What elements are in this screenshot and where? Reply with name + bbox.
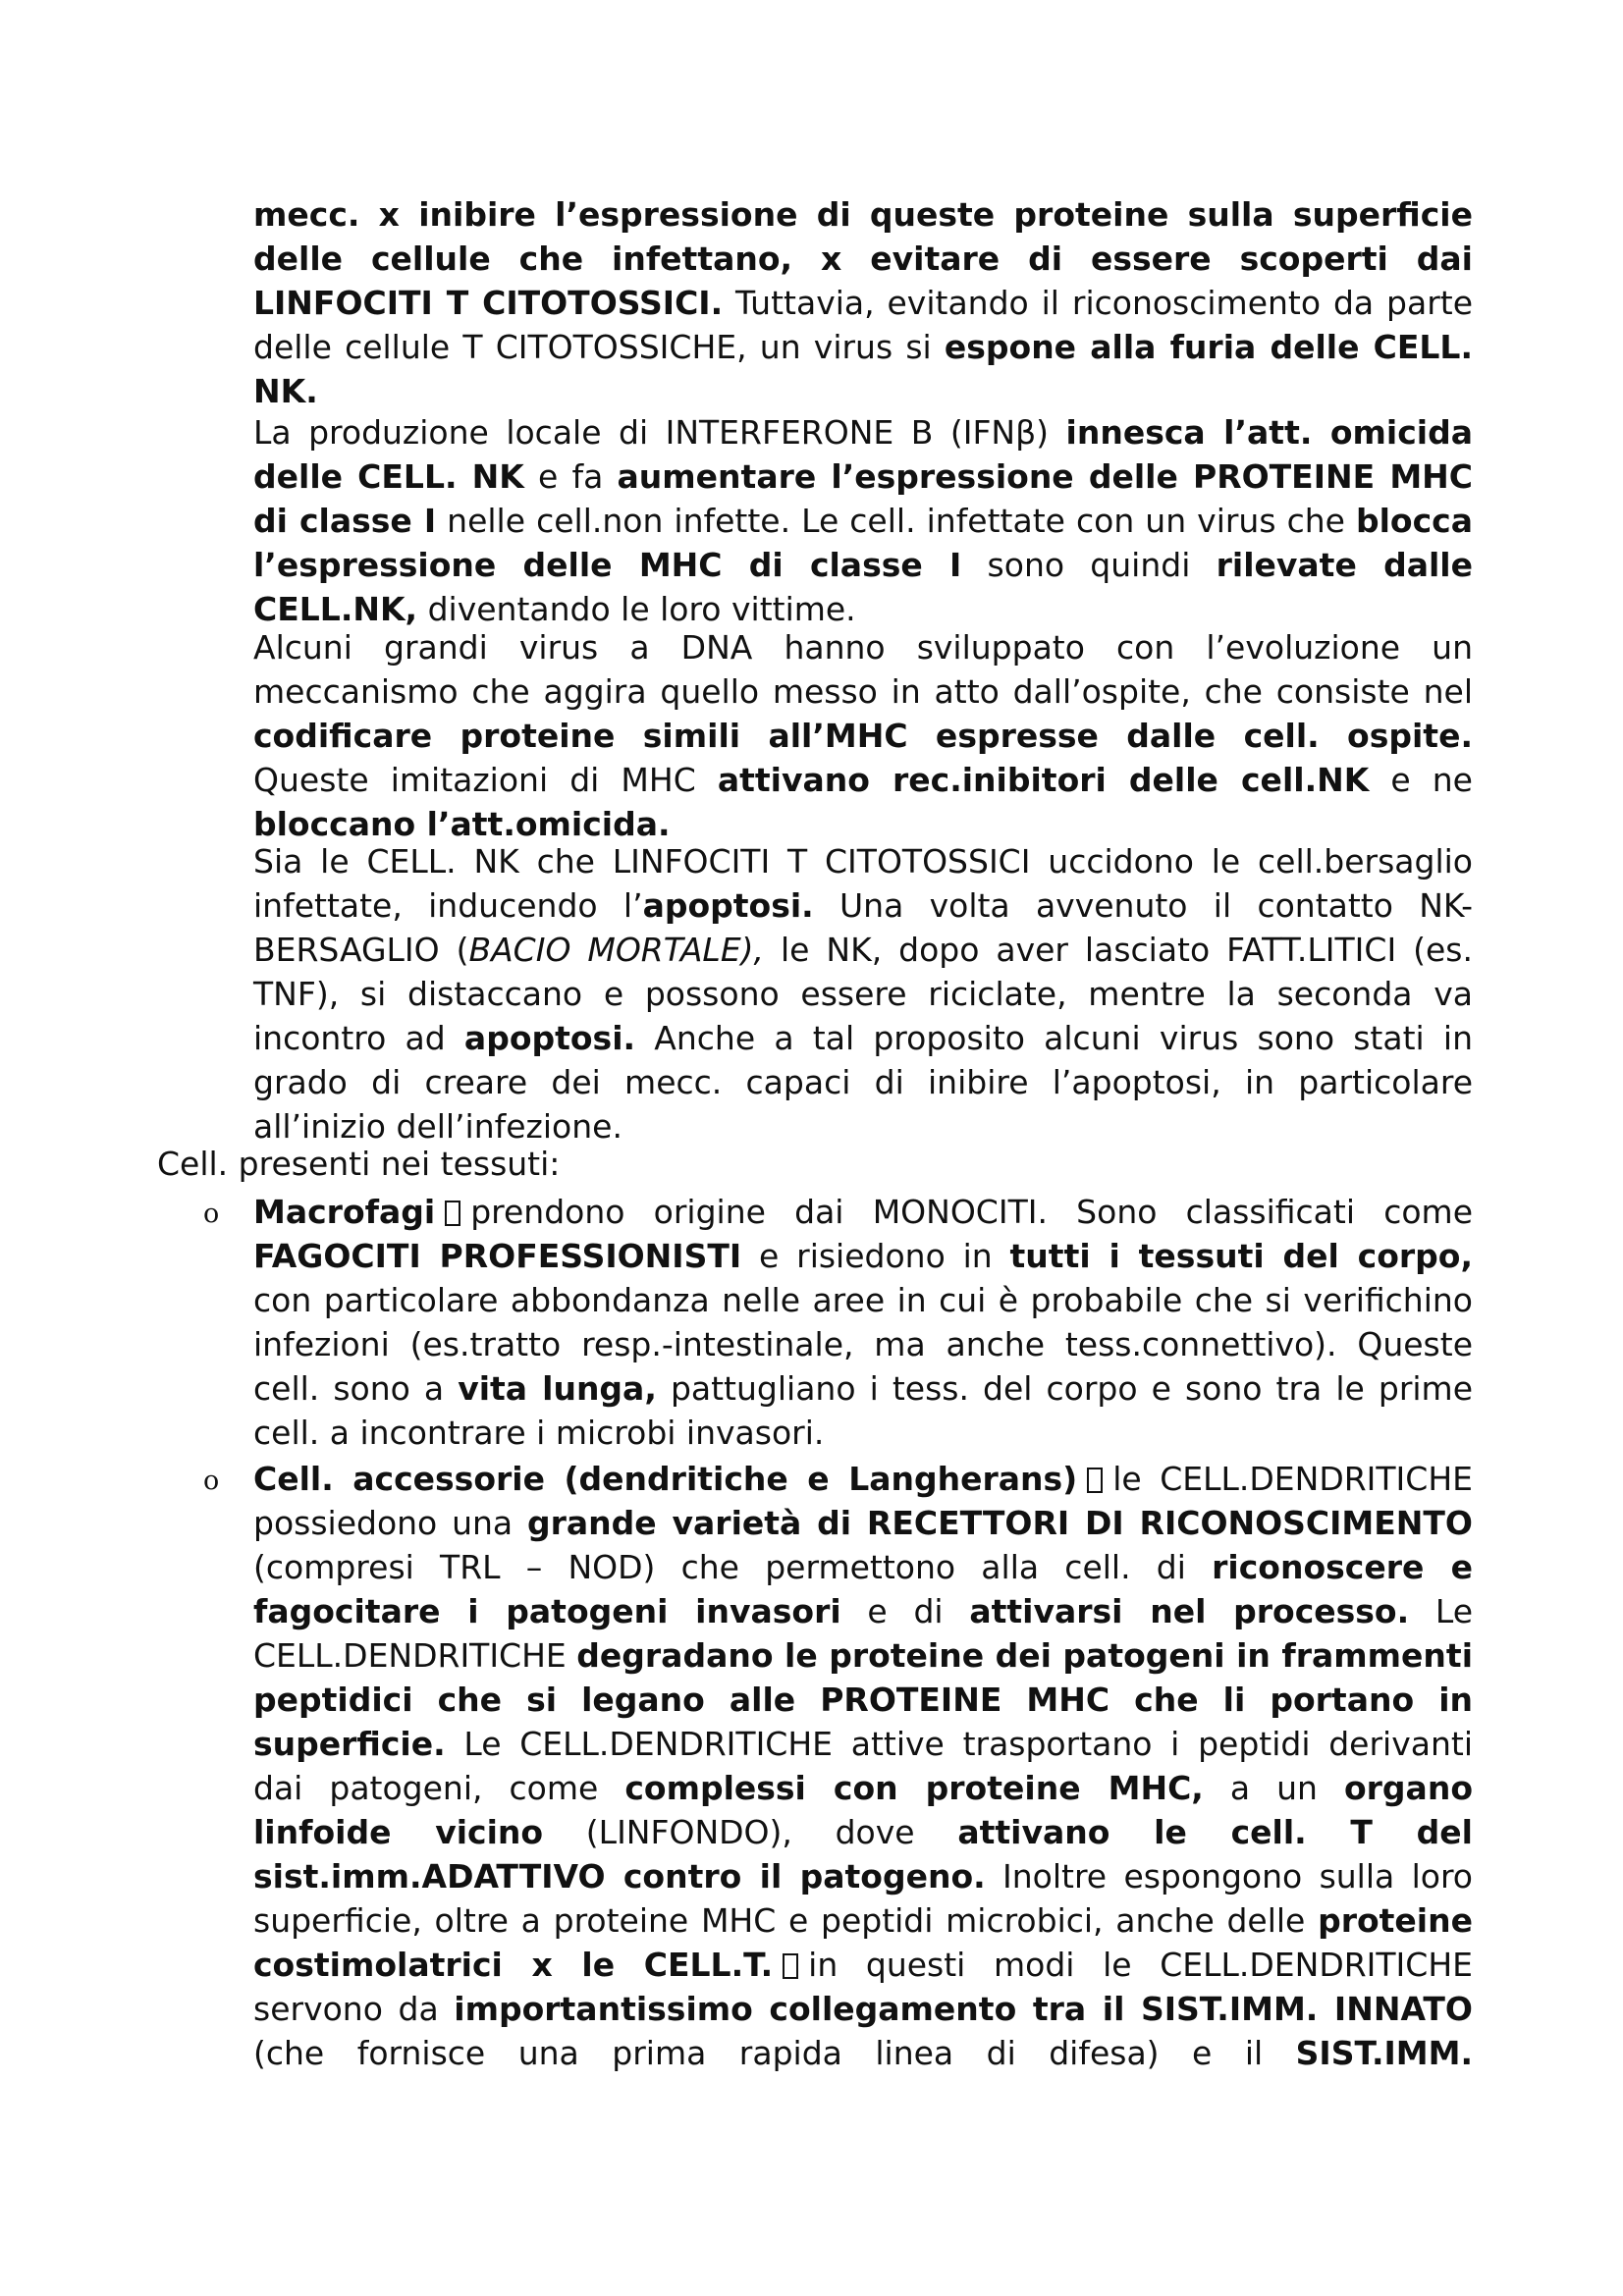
section-heading: Cell. presenti nei tessuti: [157, 1145, 561, 1183]
paragraph-dna-virus: Alcuni grandi virus a DNA hanno sviluppato con l’evoluzione un meccanismo che aggira quello messo in atto dall’ospite, che consiste nel codificare proteine simili all’MHC espresse dalle cell. ospite. Queste imitazioni di MHC attivano rec.inibitori delle cell.NK e ne bloccano l’att.omicida. [253, 628, 1473, 843]
bullet-marker: o [203, 1466, 220, 1496]
paragraph-virus-evasion: mecc. x inibire l’espressione di queste proteine sulla superficie delle cellule che infettano, x evitare di essere scoperti dai LINFOCITI T CITOTOSSICI. Tuttavia, evitando il riconoscimento da parte delle cellule T CITOTOSSICHE, un virus si espone alla furia delle CELL. NK. [253, 195, 1474, 410]
list-item-dendritiche: Cell. accessorie (dendritiche e Langherans) le CELL.DENDRITICHE possiedono una grande varietà di RECETTORI DI RICONOSCIMENTO (compresi TRL – NOD) che permettono alla cell. di riconoscere e fagocitare i patogeni invasori e di attivarsi nel processo. Le CELL.DENDRITICHE degradano le proteine dei patogeni in frammenti peptidici che si legano alle PROTEINE MHC che li portano in superficie. Le CELL.DENDRITICHE attive trasportano i peptidi derivanti dai patogeni, come complessi con proteine MHC, a un organo linfoide vicino (LINFONDO), dove attivano le cell. T del sist.imm.ADATTIVO contro il patogeno. Inoltre espongono sulla loro superficie, oltre a proteine MHC e peptidi microbici, anche delle proteine costimolatrici x le CELL.T. in questi modi le CELL.DENDRITICHE servono da importantissimo collegamento tra il SIST.IMM. INNATO (che fornisce una prima rapida linea di difesa) e il SIST.IMM. [253, 1460, 1474, 2072]
paragraph-apoptosis: Sia le CELL. NK che LINFOCITI T CITOTOSSICI uccidono le cell.bersaglio infettate, inducendo l’apoptosi. Una volta avvenuto il contatto NK-BERSAGLIO (BACIO MORTALE), le NK, dopo aver lasciato FATT.LITICI (es. TNF), si distaccano e possono essere riciclate, mentre la seconda va incontro ad apoptosi. Anche a tal proposito alcuni virus sono stati in grado di creare dei mecc. capaci di inibire l’apoptosi, in particolare all’inizio dell’infezione. [253, 842, 1474, 1146]
bullet-marker: o [203, 1199, 220, 1229]
arrow-icon [1087, 1468, 1103, 1493]
arrow-icon [783, 1953, 798, 1979]
list-item-macrofagi: Macrofagi prendono origine dai MONOCITI. Sono classificati come FAGOCITI PROFESSIONISTI e risiedono in tutti i tessuti del corpo, con particolare abbondanza nelle aree in cui è probabile che si verifichino infezioni (es.tratto resp.-intestinale, ma anche tess.connettivo). Queste cell. sono a vita lunga, pattugliano i tess. del corpo e sono tra le prime cell. a incontrare i microbi invasori. [253, 1193, 1474, 1452]
paragraph-interferon: La produzione locale di INTERFERONE B (IFNβ) innesca l’att. omicida delle CELL. NK e fa aumentare l’espressione delle PROTEINE MHC di classe I nelle cell.non infette. Le cell. infettate con un virus che blocca l’espressione delle MHC di classe I sono quindi rilevate dalle CELL.NK, diventando le loro vittime. [253, 413, 1474, 628]
arrow-icon [445, 1201, 460, 1226]
